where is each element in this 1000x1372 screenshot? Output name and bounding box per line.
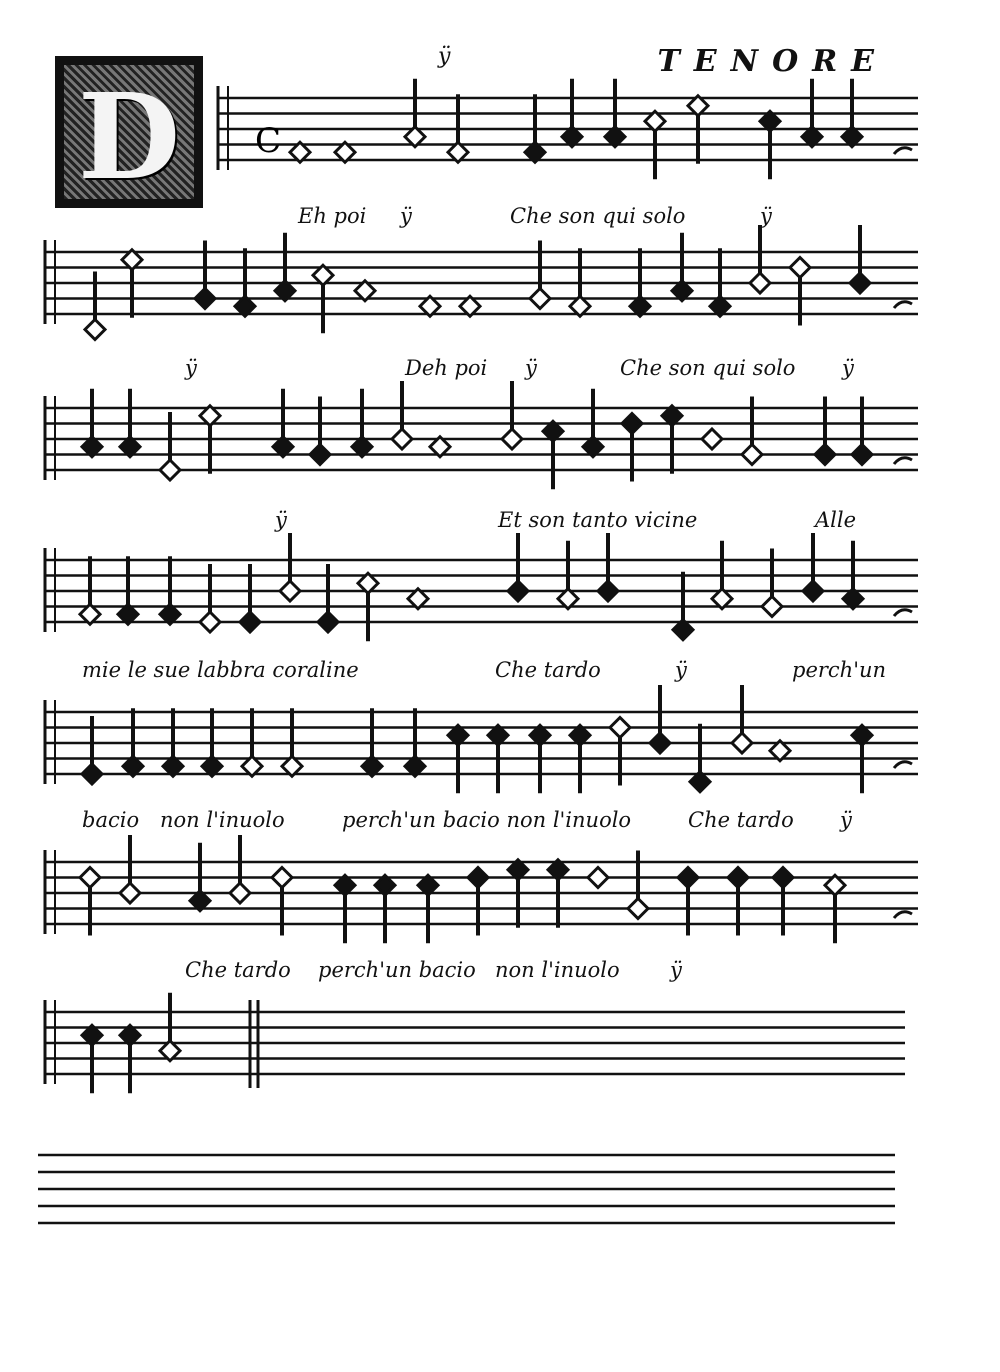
lyric: ÿ — [675, 658, 687, 682]
note-head — [852, 445, 872, 465]
custos-mark — [894, 912, 912, 918]
lyric: Eh poi — [298, 204, 367, 228]
note-head — [82, 764, 102, 784]
note-head — [502, 429, 522, 449]
custos-mark — [894, 458, 912, 464]
note-head — [530, 289, 550, 309]
lyric: ÿ — [275, 508, 287, 532]
note-head — [610, 718, 630, 738]
lyric: Che son qui solo — [510, 204, 686, 228]
lyric: non l'inuolo — [495, 958, 620, 982]
note-head — [803, 581, 823, 601]
lyric: ÿ — [525, 356, 537, 380]
lyric: ÿ — [185, 356, 197, 380]
note-head — [280, 581, 300, 601]
note-head — [762, 597, 782, 617]
lyric: ÿ — [400, 204, 412, 228]
folio-mark: ÿ — [438, 44, 451, 69]
note-head — [160, 460, 180, 480]
lyric: Che son qui solo — [620, 356, 796, 380]
lyric: Che tardo — [688, 808, 794, 832]
note-head — [392, 429, 412, 449]
note-head — [678, 868, 698, 888]
initial-letter: D — [77, 67, 181, 206]
lyric: Che tardo — [495, 658, 601, 682]
note-head — [732, 733, 752, 753]
note-head — [850, 273, 870, 293]
note-head — [80, 868, 100, 888]
lyric: ÿ — [840, 808, 852, 832]
lyric: ÿ — [760, 204, 772, 228]
note-head — [318, 612, 338, 632]
lyric: bacio — [82, 808, 140, 832]
note-head — [588, 868, 608, 888]
note-head — [85, 320, 105, 340]
note-head — [728, 868, 748, 888]
note-head — [815, 445, 835, 465]
note-head — [702, 429, 722, 449]
note-head — [650, 733, 670, 753]
lyric: ÿ — [842, 356, 854, 380]
custos-mark — [894, 148, 912, 154]
voice-part-title: TENORE — [657, 44, 888, 79]
note-head — [120, 883, 140, 903]
note-head — [195, 289, 215, 309]
custos-mark — [894, 762, 912, 768]
note-head — [468, 868, 488, 888]
note-head — [628, 899, 648, 919]
note-head — [240, 612, 260, 632]
lyric: ÿ — [670, 958, 682, 982]
lyric: Che tardo — [185, 958, 291, 982]
note-head — [598, 581, 618, 601]
note-head — [790, 258, 810, 278]
clef-mark: C — [255, 121, 282, 161]
lyric: perch'un bacio non l'inuolo — [342, 808, 632, 832]
lyric: perch'un bacio — [318, 958, 476, 982]
lyric: Alle — [815, 508, 857, 532]
lyric: non l'inuolo — [160, 808, 285, 832]
lyric: perch'un — [792, 658, 887, 682]
note-head — [773, 868, 793, 888]
note-head — [230, 883, 250, 903]
note-head — [508, 581, 528, 601]
lyric: Deh poi — [405, 356, 488, 380]
custos-mark — [894, 610, 912, 616]
note-head — [310, 445, 330, 465]
note-head — [750, 273, 770, 293]
custos-mark — [894, 302, 912, 308]
note-head — [272, 868, 292, 888]
lyric: Et son tanto vicine — [498, 508, 698, 532]
lyric: mie le sue labbra coraline — [82, 658, 359, 682]
note-head — [622, 414, 642, 434]
note-head — [200, 612, 220, 632]
note-head — [742, 445, 762, 465]
